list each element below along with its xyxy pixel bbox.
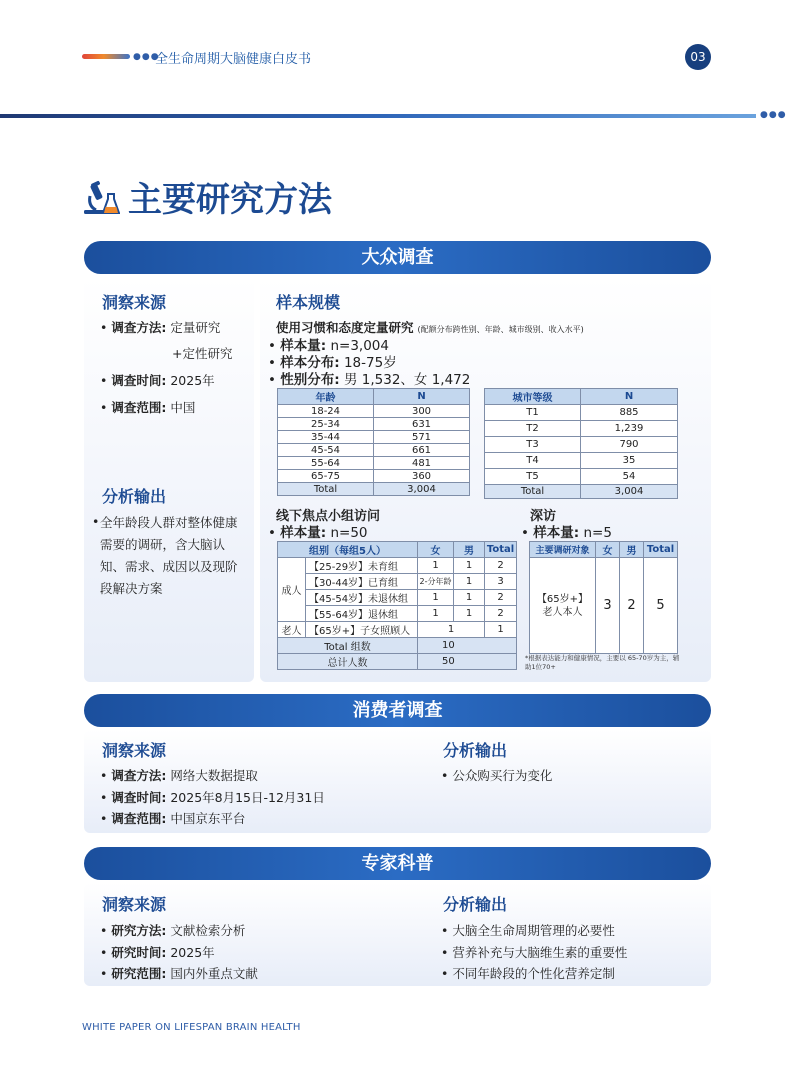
consumer-time-label: 调查时间: bbox=[111, 790, 167, 805]
male-cell: 1 bbox=[454, 558, 485, 574]
female-cell: 2-分年龄 bbox=[418, 574, 454, 590]
header-divider bbox=[0, 114, 756, 118]
public-time-value: 2025年 bbox=[170, 373, 215, 388]
public-insight-heading: 洞察来源 bbox=[102, 293, 167, 312]
male-col-header: 男 bbox=[454, 542, 485, 558]
consumer-scope-label: 调查范围: bbox=[111, 811, 167, 826]
male-col-header: 男 bbox=[620, 542, 644, 558]
n-col-header: N bbox=[581, 389, 678, 405]
focus-size-label: 样本量: bbox=[280, 525, 327, 541]
gender-dist-row: • 性别分布: 男 1,532、女 1,472 bbox=[268, 372, 471, 388]
city-cell: T5 bbox=[485, 469, 581, 485]
total-col-header: Total bbox=[485, 542, 517, 558]
total-cell: 2 bbox=[485, 606, 517, 622]
subject-col-header: 主要调研对象 bbox=[530, 542, 596, 558]
expert-scope-label: 研究范围: bbox=[111, 966, 167, 981]
expert-time-label: 研究时间: bbox=[111, 945, 167, 960]
expert-method-label: 研究方法: bbox=[111, 923, 167, 938]
microscope-icon bbox=[82, 180, 120, 216]
expert-analysis-text: 营养补充与大脑维生素的重要性 bbox=[452, 945, 628, 960]
total-cell: 3 bbox=[485, 574, 517, 590]
gender-dist-label: 性别分布: bbox=[280, 372, 340, 388]
depth-interview-table bbox=[529, 541, 678, 654]
age-cell: 65-75 bbox=[278, 470, 374, 483]
female-col-header: 女 bbox=[418, 542, 454, 558]
total-cell: 2 bbox=[485, 590, 517, 606]
depth-note: *根据表达能力和健康情况，主要以 65-70岁为主，辅助1位70+ bbox=[525, 654, 680, 671]
total-cell: 5 bbox=[644, 558, 678, 654]
group-cell: 【65岁+】子女照顾人 bbox=[306, 622, 418, 638]
page-number-badge: 03 bbox=[685, 44, 711, 70]
gender-dist-value: 男 1,532、女 1,472 bbox=[343, 372, 471, 388]
city-total-value: 3,004 bbox=[581, 485, 678, 499]
consumer-analysis-item: • 公众购买行为变化 bbox=[441, 768, 553, 783]
total-groups-value: 10 bbox=[418, 638, 517, 654]
quant-study-title: 使用习惯和态度定量研究 bbox=[276, 320, 414, 335]
expert-scope-value: 国内外重点文献 bbox=[170, 966, 258, 981]
city-table bbox=[484, 388, 678, 499]
quant-study-note: (配额分布跨性别、年龄、城市级别、收入水平) bbox=[417, 325, 584, 334]
public-time-label: 调查时间: bbox=[111, 373, 167, 388]
group-cell: 【30-44岁】已育组 bbox=[306, 574, 418, 590]
consumer-time-value: 2025年8月15日-12月31日 bbox=[170, 790, 325, 805]
city-col-header: 城市等级 bbox=[485, 389, 581, 405]
public-scope-value: 中国 bbox=[170, 400, 196, 415]
public-scope-label: 调查范围: bbox=[111, 400, 167, 415]
public-survey-left-panel bbox=[84, 278, 254, 682]
female-cell: 1 bbox=[418, 558, 454, 574]
expert-scope-row: • 研究范围: 国内外重点文献 bbox=[100, 966, 258, 981]
consumer-insight-heading: 洞察来源 bbox=[102, 741, 167, 760]
consumer-survey-bar: 消费者调查 bbox=[84, 694, 711, 727]
n-cell: 54 bbox=[581, 469, 678, 485]
expert-method-value: 文献检索分析 bbox=[170, 923, 246, 938]
public-method-row: • 调查方法: 定量研究 bbox=[100, 320, 221, 335]
expert-insight-heading: 洞察来源 bbox=[102, 895, 167, 914]
expert-analysis-item: • 大脑全生命周期管理的必要性 bbox=[441, 923, 615, 938]
focus-group-table bbox=[277, 541, 517, 670]
public-analysis-heading: 分析输出 bbox=[102, 487, 167, 506]
city-cell: T3 bbox=[485, 437, 581, 453]
expert-bar: 专家科普 bbox=[84, 847, 711, 880]
age-col-header: 年龄 bbox=[278, 389, 374, 405]
consumer-scope-row: • 调查范围: 中国京东平台 bbox=[100, 811, 246, 826]
public-survey-bar: 大众调查 bbox=[84, 241, 711, 274]
public-method-value-2: +定性研究 bbox=[172, 346, 233, 361]
age-cell: 55-64 bbox=[278, 457, 374, 470]
sample-dist-row: • 样本分布: 18-75岁 bbox=[268, 355, 397, 371]
expert-time-value: 2025年 bbox=[170, 945, 215, 960]
male-cell: 1 bbox=[454, 590, 485, 606]
depth-interview-title: 深访 bbox=[530, 509, 557, 524]
sample-dist-value: 18-75岁 bbox=[343, 355, 397, 371]
female-col-header: 女 bbox=[596, 542, 620, 558]
depth-size-value: n=5 bbox=[583, 525, 612, 541]
group-cell: 【25-29岁】未育组 bbox=[306, 558, 418, 574]
n-cell: 790 bbox=[581, 437, 678, 453]
n-cell: 1,239 bbox=[581, 421, 678, 437]
subject-line-2: 老人本人 bbox=[542, 606, 583, 618]
male-cell: 2 bbox=[620, 558, 644, 654]
n-col-header: N bbox=[374, 389, 470, 405]
n-cell: 300 bbox=[374, 405, 470, 418]
n-cell: 35 bbox=[581, 453, 678, 469]
male-cell: 1 bbox=[454, 606, 485, 622]
group-cell: 【55-64岁】退休组 bbox=[306, 606, 418, 622]
city-cell: T4 bbox=[485, 453, 581, 469]
consumer-time-row: • 调查时间: 2025年8月15日-12月31日 bbox=[100, 790, 325, 805]
total-people-value: 50 bbox=[418, 654, 517, 670]
sample-size-value: n=3,004 bbox=[330, 338, 389, 354]
expert-analysis-heading: 分析输出 bbox=[443, 895, 508, 914]
expert-analysis-item: • 营养补充与大脑维生素的重要性 bbox=[441, 945, 628, 960]
sample-size-heading: 样本规模 bbox=[276, 293, 341, 312]
header-dots: ●●● bbox=[133, 52, 160, 62]
focus-size-row: • 样本量: n=50 bbox=[268, 525, 368, 541]
total-groups-label: Total 组数 bbox=[278, 638, 418, 654]
n-cell: 631 bbox=[374, 418, 470, 431]
group-cell: 【45-54岁】未退休组 bbox=[306, 590, 418, 606]
expert-time-row: • 研究时间: 2025年 bbox=[100, 945, 215, 960]
header-title: 全生命周期大脑健康白皮书 bbox=[155, 52, 312, 67]
focus-size-value: n=50 bbox=[330, 525, 368, 541]
age-total-value: 3,004 bbox=[374, 483, 470, 496]
subject-line-1: 【65岁+】 bbox=[536, 593, 589, 605]
age-cell: 18-24 bbox=[278, 405, 374, 418]
divider-dots: ●●● bbox=[760, 110, 787, 120]
public-time-row: • 调查时间: 2025年 bbox=[100, 373, 215, 388]
total-cell: 1 bbox=[485, 622, 517, 638]
public-method-value: 定量研究 bbox=[170, 320, 221, 335]
n-cell: 571 bbox=[374, 431, 470, 444]
city-total-label: Total bbox=[485, 485, 581, 499]
age-cell: 35-44 bbox=[278, 431, 374, 444]
n-cell: 360 bbox=[374, 470, 470, 483]
consumer-analysis-text: 公众购买行为变化 bbox=[452, 768, 553, 783]
n-cell: 885 bbox=[581, 405, 678, 421]
adult-label: 成人 bbox=[278, 558, 306, 622]
female-cell: 3 bbox=[596, 558, 620, 654]
consumer-analysis-heading: 分析输出 bbox=[443, 741, 508, 760]
depth-size-row: • 样本量: n=5 bbox=[521, 525, 612, 541]
group-col-header: 组别（每组5人） bbox=[278, 542, 418, 558]
city-cell: T2 bbox=[485, 421, 581, 437]
page-title: 主要研究方法 bbox=[128, 180, 332, 220]
total-col-header: Total bbox=[644, 542, 678, 558]
consumer-method-row: • 调查方法: 网络大数据提取 bbox=[100, 768, 258, 783]
age-cell: 45-54 bbox=[278, 444, 374, 457]
expert-analysis-text: 大脑全生命周期管理的必要性 bbox=[452, 923, 615, 938]
total-people-label: 总计人数 bbox=[278, 654, 418, 670]
expert-analysis-text: 不同年龄段的个性化营养定制 bbox=[452, 966, 615, 981]
age-total-label: Total bbox=[278, 483, 374, 496]
public-method-label: 调查方法: bbox=[111, 320, 167, 335]
female-cell: 1 bbox=[418, 590, 454, 606]
public-analysis-bullet: • bbox=[92, 514, 100, 529]
male-cell: 1 bbox=[454, 574, 485, 590]
focus-group-title: 线下焦点小组访问 bbox=[276, 509, 381, 524]
sample-dist-label: 样本分布: bbox=[280, 355, 340, 371]
senior-label: 老人 bbox=[278, 622, 306, 638]
total-cell: 2 bbox=[485, 558, 517, 574]
expert-analysis-item: • 不同年龄段的个性化营养定制 bbox=[441, 966, 615, 981]
age-table bbox=[277, 388, 470, 496]
female-cell: 1 bbox=[418, 606, 454, 622]
expert-method-row: • 研究方法: 文献检索分析 bbox=[100, 923, 246, 938]
footer-text: WHITE PAPER ON LIFESPAN BRAIN HEALTH bbox=[82, 1022, 301, 1033]
city-cell: T1 bbox=[485, 405, 581, 421]
consumer-scope-value: 中国京东平台 bbox=[170, 811, 246, 826]
sample-size-row: • 样本量: n=3,004 bbox=[268, 338, 389, 354]
senior-gender-cell: 1 bbox=[418, 622, 485, 638]
public-analysis-text: 全年龄段人群对整体健康需要的调研，含大脑认知、需求、成因以及现阶段解决方案 bbox=[100, 515, 238, 596]
n-cell: 661 bbox=[374, 444, 470, 457]
subject-cell bbox=[530, 558, 596, 654]
n-cell: 481 bbox=[374, 457, 470, 470]
header-gradient-bar bbox=[82, 54, 130, 59]
public-scope-row: • 调查范围: 中国 bbox=[100, 400, 196, 415]
age-cell: 25-34 bbox=[278, 418, 374, 431]
sample-size-label: 样本量: bbox=[280, 338, 327, 354]
consumer-method-label: 调查方法: bbox=[111, 768, 167, 783]
consumer-method-value: 网络大数据提取 bbox=[170, 768, 258, 783]
depth-size-label: 样本量: bbox=[533, 525, 580, 541]
